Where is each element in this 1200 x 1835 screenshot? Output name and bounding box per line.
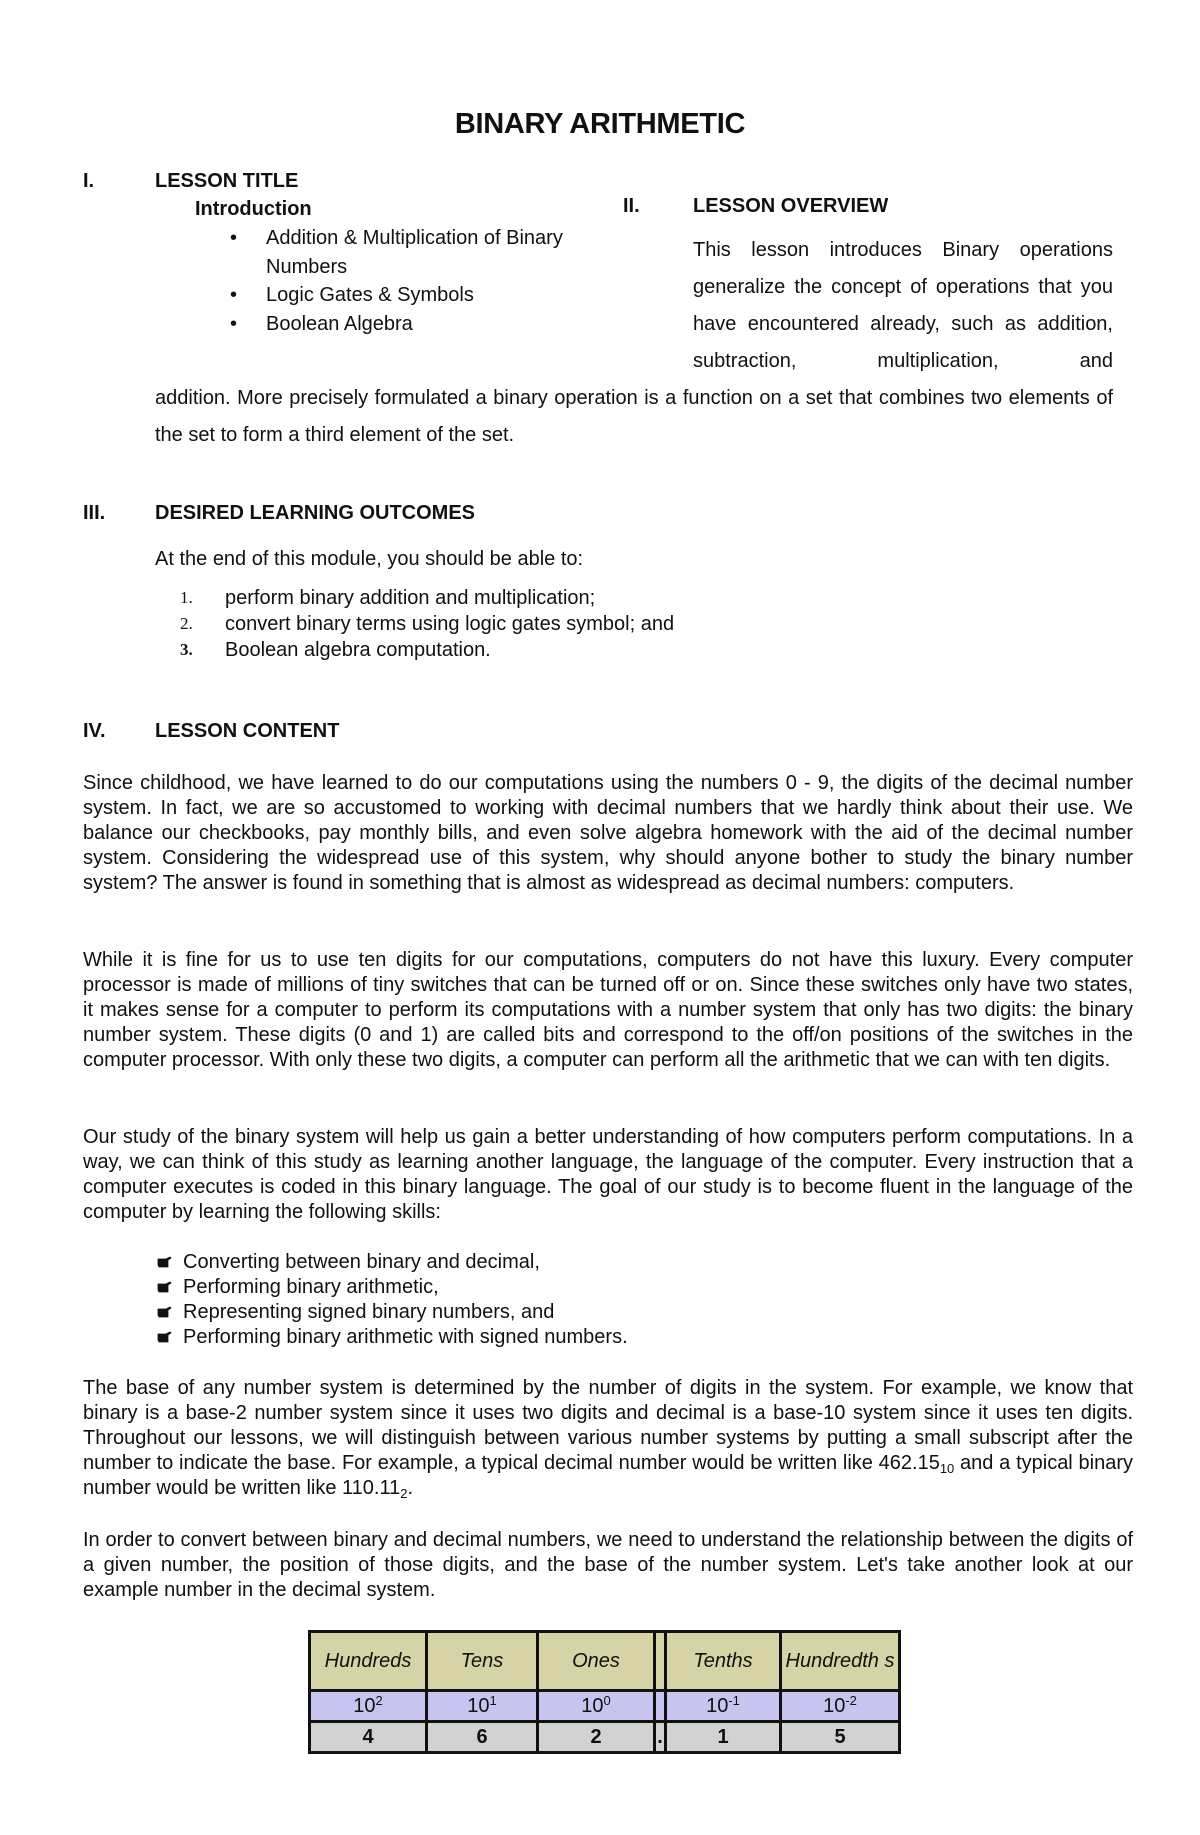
skill-item [155, 1275, 628, 1300]
paragraph-4-end: . [407, 1477, 414, 1499]
content-paragraph-3: Our study of the binary system will help us gain a better understanding of how computers perform computations. In a way, we can think of this study as learning another language, the language of the computer. Every instruction that a computer executes is coded in this binary language. The goal of our study is to become fluent in the language of the computer by learning the following skills: [83, 1126, 1133, 1223]
digit-cell: 1 [666, 1722, 781, 1753]
power-exponent: 1 [489, 1692, 497, 1708]
power-cell [310, 1691, 427, 1722]
overview-paragraph-continued: addition. More precisely formulated a binary operation is a function on a set that combines two elements of the set to form a third element of the set. [155, 387, 1113, 446]
section-4-title: LESSON CONTENT [155, 720, 340, 742]
header-cell: Ones [538, 1632, 655, 1691]
paragraph-4-text: The base of any number system is determined by the number of digits in the system. For example, we know that binary is a base-2 number system since it uses two digits and decimal is a base-10 system since it uses ten digits. Throughout our lessons, we will distinguish between various number systems by putting a small subscript after the number to indicate the base. For example, a typical decimal number would be written like [83, 1377, 1133, 1474]
content-paragraph-4 [83, 1376, 1133, 1501]
power-base: 10 [823, 1694, 846, 1717]
skill-text: Converting between binary and decimal, [183, 1251, 540, 1273]
section-4-number: IV. [83, 720, 106, 742]
place-value-table [308, 1630, 901, 1754]
binary-example: 110.11 [342, 1477, 401, 1499]
header-cell: Hundreds [310, 1632, 427, 1691]
skill-item [155, 1250, 628, 1275]
section-1-number: I. [83, 170, 95, 192]
power-exponent: 0 [603, 1692, 611, 1708]
content-paragraph-1: Since childhood, we have learned to do our computations using the numbers 0 - 9, the digits of the decimal number system. In fact, we are so accustomed to working with decimal numbers that we hardly think about their use. We balance our checkbooks, pay monthly bills, and even solve algebra homework with the aid of the decimal number system. Considering the widespread use of this system, why should anyone bother to study the binary number system? The answer is found in something that is almost as widespread as decimal numbers: computers. [83, 772, 1133, 894]
power-base: 10 [467, 1694, 490, 1717]
content-paragraph-2: While it is fine for us to use ten digits for our computations, computers do not have this luxury. Every computer processor is made of millions of tiny switches that can be turned off or on. Since these switches only have two states, it makes sense for a computer to perform its computations with a number system that only has two digits: the binary number system. These digits (0 and 1) are called bits and correspond to the off/on positions of the switches in the computer processor. With only these two digits, a computer can perform all the arithmetic that we can with ten digits. [83, 949, 1133, 1071]
skill-text: Representing signed binary numbers, and [183, 1301, 555, 1323]
document-title: BINARY ARITHMETIC [454, 108, 746, 140]
outcomes-intro: At the end of this module, you should be able to: [155, 548, 584, 570]
outcome-number: 1. [180, 588, 193, 607]
outcome-text: convert binary terms using logic gates symbol; and [225, 613, 675, 635]
power-cell [781, 1691, 900, 1722]
overview-paragraph: This lesson introduces Binary operations generalize the concept of operations that you have encountered already, such as addition, subtraction, multiplication, and [693, 239, 1113, 372]
section-3-title: DESIRED LEARNING OUTCOMES [155, 502, 476, 524]
content-paragraph-5: In order to convert between binary and decimal numbers, we need to understand the relationship between the digits of a given number, the position of those digits, and the base of the number system. Let's take another look at our example number in the decimal system. [83, 1529, 1133, 1601]
digit-cell: 5 [781, 1722, 900, 1753]
table-header-row [310, 1632, 900, 1691]
topic-list [228, 224, 608, 338]
digit-cell: 4 [310, 1722, 427, 1753]
topic-item: • Addition & Multiplication of Binary Numbers [228, 224, 608, 281]
table-power-row [310, 1691, 900, 1722]
power-base: 10 [353, 1694, 376, 1717]
power-cell [666, 1691, 781, 1722]
table-digit-row [310, 1722, 900, 1753]
outcome-number: 3. [180, 640, 193, 659]
header-cell: Tenths [666, 1632, 781, 1691]
outcome-number: 2. [180, 614, 193, 633]
power-base: 10 [581, 1694, 604, 1717]
power-exponent: 2 [375, 1692, 383, 1708]
topic-item: • Logic Gates & Symbols [228, 281, 608, 310]
decimal-point-cell: . [655, 1722, 666, 1753]
section-1-title: LESSON TITLE [155, 170, 299, 192]
skill-item [155, 1300, 628, 1325]
decimal-example: 462.15 [878, 1452, 940, 1474]
outcome-list [155, 585, 674, 663]
header-cell: Hundredth s [781, 1632, 900, 1691]
pointing-hand-icon [157, 1306, 172, 1318]
outcome-text: Boolean algebra computation. [225, 639, 491, 661]
separator-cell [655, 1691, 666, 1722]
topic-item: • Boolean Algebra [228, 310, 608, 339]
outcome-text: perform binary addition and multiplication; [225, 587, 596, 609]
header-cell: Tens [427, 1632, 538, 1691]
decimal-base-subscript: 10 [939, 1461, 955, 1476]
digit-cell: 2 [538, 1722, 655, 1753]
skill-list [155, 1250, 628, 1350]
power-cell [427, 1691, 538, 1722]
paragraph-4-text: and a typical binary number would be written like [83, 1452, 1133, 1499]
section-2-number: II. [623, 195, 640, 217]
skill-item [155, 1325, 628, 1350]
outcome-item [155, 585, 674, 611]
binary-base-subscript: 2 [400, 1486, 408, 1501]
power-cell [538, 1691, 655, 1722]
pointing-hand-icon [157, 1331, 172, 1343]
skill-text: Performing binary arithmetic, [183, 1276, 439, 1298]
power-base: 10 [706, 1694, 729, 1717]
skill-text: Performing binary arithmetic with signed numbers. [183, 1326, 628, 1348]
lesson-title-heading: Introduction [195, 198, 312, 220]
section-2-title: LESSON OVERVIEW [693, 195, 889, 217]
section-3-number: III. [83, 502, 106, 524]
outcome-item [155, 637, 674, 663]
digit-cell: 6 [427, 1722, 538, 1753]
pointing-hand-icon [157, 1281, 172, 1293]
outcome-item [155, 611, 674, 637]
power-exponent: -1 [728, 1692, 740, 1708]
separator-cell [655, 1632, 666, 1691]
pointing-hand-icon [157, 1256, 172, 1268]
power-exponent: -2 [845, 1692, 857, 1708]
